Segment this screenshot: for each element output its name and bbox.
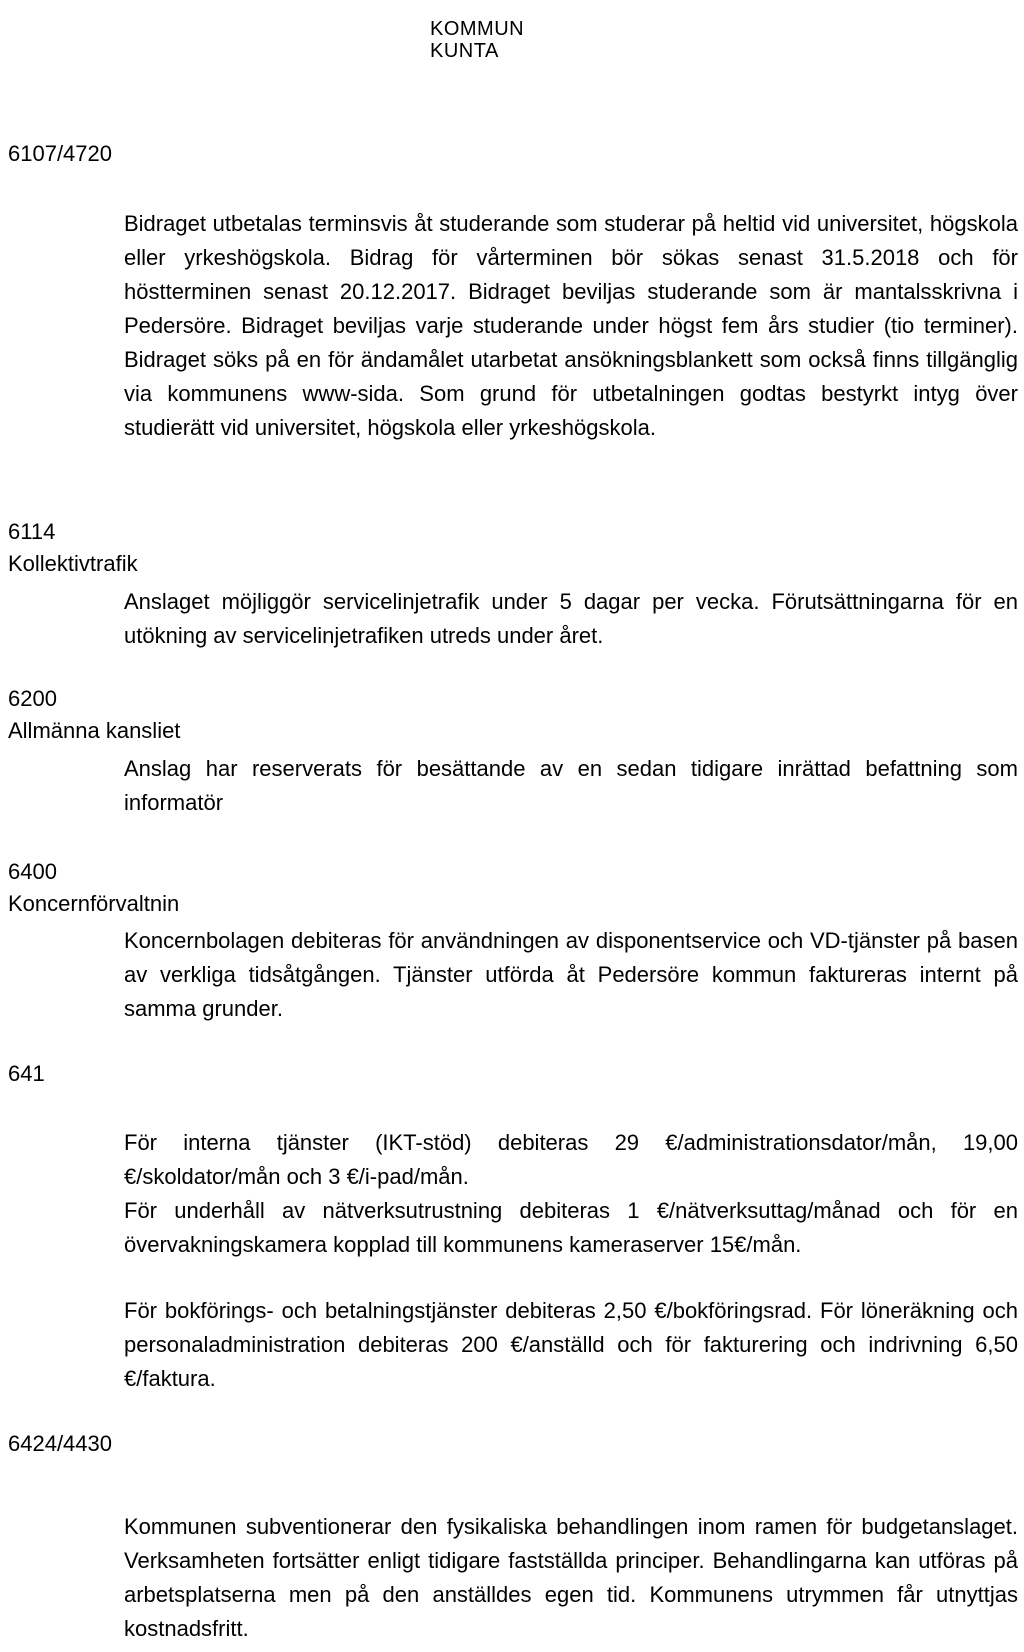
section-code: 6114 <box>8 519 56 544</box>
section-paragraph: Koncernbolagen debiteras för användningen av disponentservice och VD-tjänster på basen av verkliga tidsåtgången. Tjänster utförda åt Pedersöre kommun faktureras internt på samma grunder. <box>124 928 1018 1021</box>
section-code: 6400 <box>8 859 57 884</box>
section-title: Koncernförvaltnin <box>8 891 180 916</box>
section-paragraph: Anslaget möjliggör servicelinjetrafik under 5 dagar per vecka. Förutsättningarna för en utökning av servicelinjetrafiken utreds under året. <box>124 589 1018 648</box>
section-code: 641 <box>8 1061 45 1086</box>
section-paragraph: Bidraget utbetalas terminsvis åt studerande som studerar på heltid vid universitet, högskola eller yrkeshögskola. Bidrag för vårterminen bör sökas senast 31.5.2018 och för höstterminen senast 20.12.2017. Bidraget beviljas studerande som är mantalsskrivna i Pedersöre. Bidraget beviljas varje studerande under högst fem års studier (tio terminer). Bidraget söks på en för ändamålet utarbetat ansökningsblankett som också finns tillgänglig via kommunens www-sida. Som grund för utbetalningen godtas bestyrkt intyg över studierätt vid universitet, högskola eller yrkeshögskola. <box>124 211 1018 440</box>
section-paragraph: Anslag har reserverats för besättande av en sedan tidigare inrättad befattning som informatör <box>124 756 1018 815</box>
section-title: Allmänna kansliet <box>8 718 181 743</box>
section-code: 6200 <box>8 686 57 711</box>
header-line-kommun: KOMMUN <box>430 18 525 40</box>
section-code: 6424/4430 <box>8 1431 112 1456</box>
section-code: 6107/4720 <box>8 141 112 166</box>
section-paragraph: För underhåll av nätverksutrustning debiteras 1 €/nätverksuttag/månad och för en övervakningskamera kopplad till kommunens kameraserver 15€/mån. <box>124 1198 1018 1257</box>
section-paragraph: Kommunen subventionerar den fysikaliska behandlingen inom ramen för budgetanslaget. Verksamheten fortsätter enligt tidigare fastställda principer. Behandlingarna kan utföras på arbetsplatserna men på den anställdes egen tid. Kommunens utrymmen får utnyttjas kostnadsfritt. <box>124 1514 1018 1641</box>
header-line-kunta: KUNTA <box>430 40 499 62</box>
section-title: Kollektivtrafik <box>8 551 138 576</box>
section-paragraph: För bokförings- och betalningstjänster debiteras 2,50 €/bokföringsrad. För löneräkning och personaladministration debiteras 200 €/anställd och för fakturering och indrivning 6,50 €/faktura. <box>124 1298 1018 1391</box>
section-paragraph: För interna tjänster (IKT-stöd) debiteras 29 €/administrationsdator/mån, 19,00 €/skoldator/mån och 3 €/i-pad/mån. <box>124 1130 1018 1189</box>
